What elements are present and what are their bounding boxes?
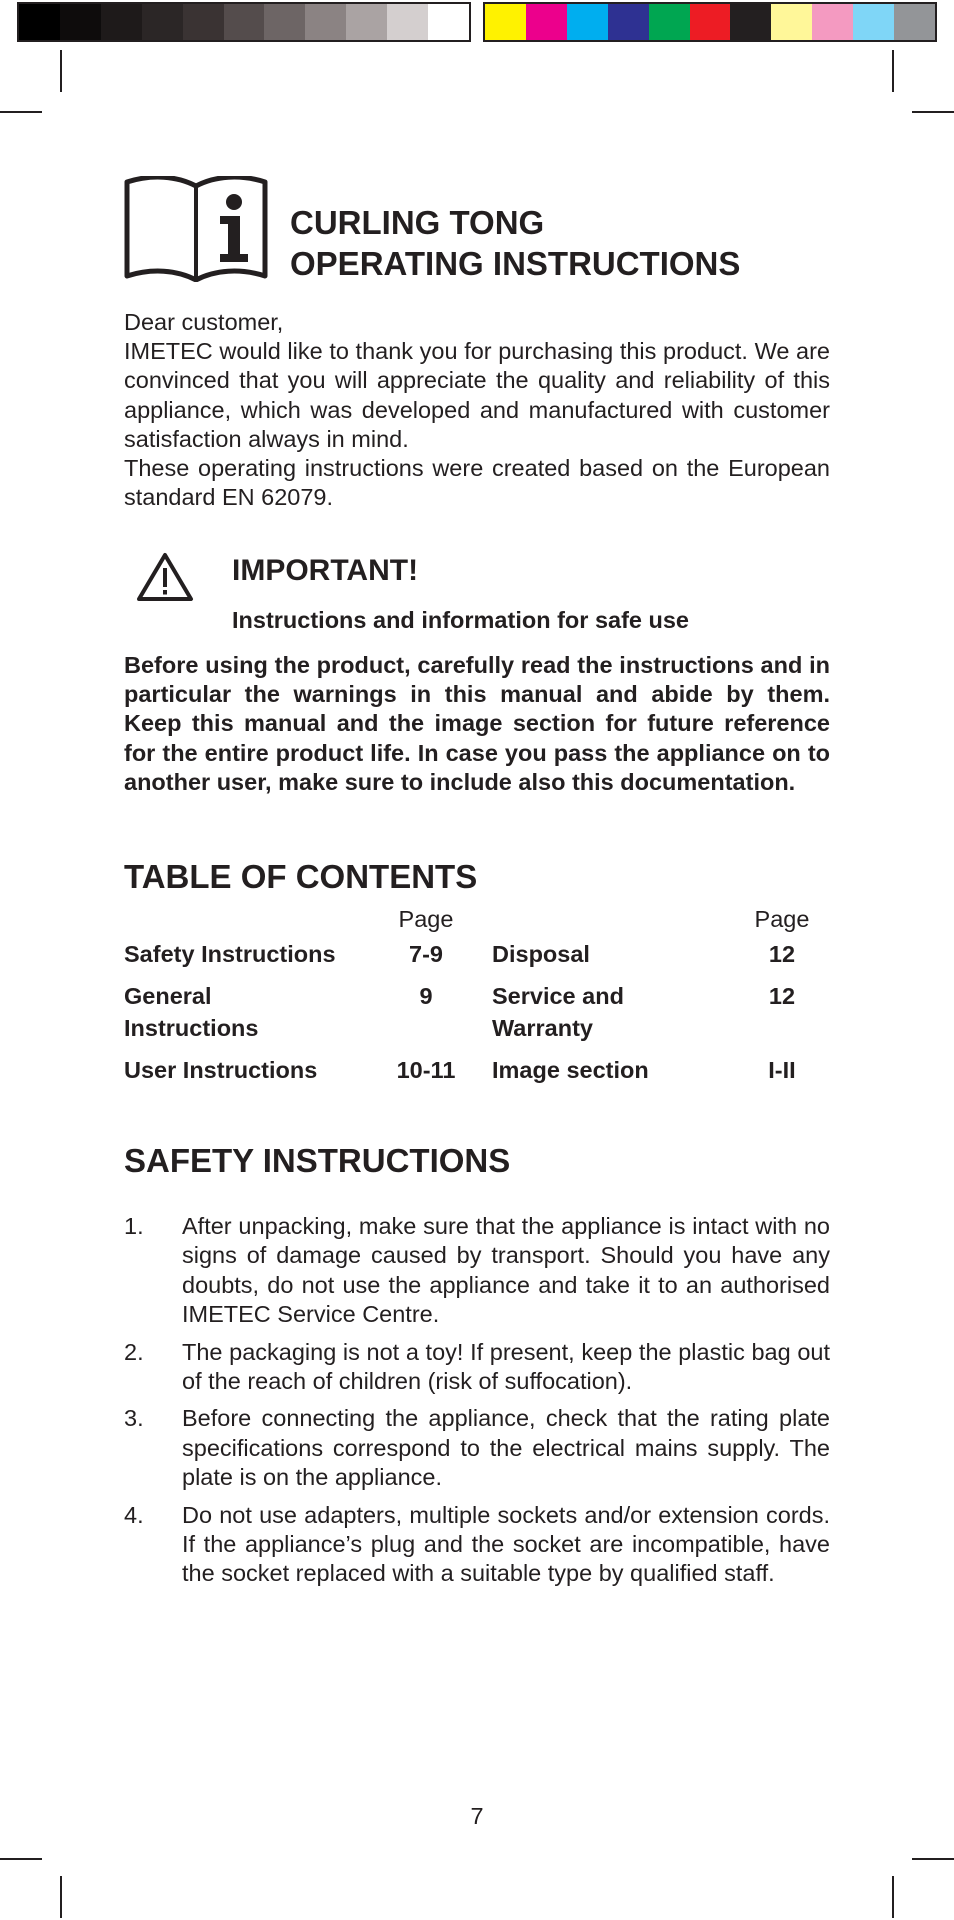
important-subtitle: Instructions and information for safe use — [232, 607, 689, 633]
list-number: 4. — [124, 1501, 144, 1528]
list-text: After unpacking, make sure that the appliance is intact with no signs of damage caused by transport. Should you have any doubts, do not use the appliance and take it to an authorised IMETEC Service Centre. — [182, 1213, 830, 1328]
manual-info-icon — [122, 176, 270, 282]
toc-entry: General Instructions — [124, 983, 259, 1041]
intro-paragraph: These operating instructions were created based on the European standard EN 62079. — [124, 455, 830, 511]
color-swatch — [771, 4, 812, 40]
safety-title: SAFETY INSTRUCTIONS — [124, 1142, 511, 1179]
intro-section — [124, 308, 830, 512]
list-item — [124, 1338, 830, 1397]
page-number: 7 — [470, 1803, 484, 1829]
color-swatch — [264, 4, 305, 40]
toc-page: I-II — [768, 1057, 796, 1083]
warning-text: Before using the product, carefully read the instructions and in particular the warnings in this manual and abide by them. Keep this manual and the image section for future reference for the entire product life. In case you pass the appliance on to another user, make sure to include also this documentation. — [124, 652, 830, 795]
list-text: Before connecting the appliance, check that the rating plate specifications correspond to the electrical mains supply. The plate is on the appliance. — [182, 1405, 830, 1491]
color-swatch — [567, 4, 608, 40]
color-swatch — [526, 4, 567, 40]
color-swatch — [730, 4, 771, 40]
toc-header-row — [124, 904, 830, 938]
toc-entry: Service and Warranty — [492, 983, 624, 1041]
toc-entry: Safety Instructions — [124, 941, 336, 967]
toc-row — [124, 980, 830, 1054]
toc-entry: User Instructions — [124, 1057, 318, 1083]
page-title — [290, 202, 740, 284]
list-number: 1. — [124, 1213, 144, 1239]
color-swatch — [142, 4, 183, 40]
color-swatch — [428, 4, 469, 40]
color-swatch — [60, 4, 101, 40]
color-swatch — [224, 4, 265, 40]
toc-page-header: Page — [754, 906, 810, 932]
crop-mark — [60, 50, 62, 92]
color-swatch — [101, 4, 142, 40]
list-item — [124, 1212, 830, 1330]
color-swatch — [183, 4, 224, 40]
crop-mark — [60, 1876, 62, 1918]
grayscale-calibration-bar — [17, 2, 471, 42]
color-swatch — [608, 4, 649, 40]
crop-mark — [912, 1858, 954, 1860]
color-swatch — [485, 4, 526, 40]
crop-mark — [892, 1876, 894, 1918]
color-swatch — [853, 4, 894, 40]
list-number: 2. — [124, 1338, 144, 1365]
list-text: Do not use adapters, multiple sockets and/or extension cords. If the appliance’s plug and the socket are incompatible, have the socket replaced with a suitable type by qualified staff. — [182, 1501, 830, 1587]
title-line-2: OPERATING INSTRUCTIONS — [290, 245, 741, 282]
toc-page: 9 — [419, 983, 433, 1009]
important-heading: IMPORTANT! — [232, 554, 419, 587]
list-number: 3. — [124, 1405, 144, 1432]
toc-page: 7-9 — [409, 941, 443, 967]
crop-mark — [912, 111, 954, 113]
safety-list — [124, 1212, 830, 1597]
color-swatch — [387, 4, 428, 40]
color-swatch — [894, 4, 935, 40]
table-of-contents — [124, 904, 830, 1096]
crop-mark — [0, 1858, 42, 1860]
greeting: Dear customer, — [124, 309, 284, 335]
toc-row — [124, 938, 830, 980]
color-calibration-bar — [483, 2, 937, 42]
toc-page: 12 — [768, 983, 796, 1009]
crop-mark — [892, 50, 894, 92]
title-line-1: CURLING TONG — [290, 204, 545, 241]
toc-page: 10-11 — [396, 1057, 456, 1083]
color-swatch — [346, 4, 387, 40]
color-swatch — [812, 4, 853, 40]
list-text: The packaging is not a toy! If present, keep the plastic bag out of the reach of children (risk of suffocation). — [182, 1338, 830, 1395]
intro-paragraph: IMETEC would like to thank you for purchasing this product. We are convinced that you will appreciate the quality and reliability of this appliance, which was developed and manufactured with customer satisfaction always in mind. — [124, 338, 830, 452]
toc-page: 12 — [768, 941, 796, 967]
color-swatch — [305, 4, 346, 40]
color-swatch — [649, 4, 690, 40]
crop-mark — [0, 111, 42, 113]
toc-entry: Disposal — [492, 941, 590, 967]
toc-entry: Image section — [492, 1057, 649, 1083]
color-swatch — [690, 4, 731, 40]
warning-triangle-icon — [136, 551, 194, 603]
toc-page-header: Page — [398, 906, 454, 932]
list-item — [124, 1404, 830, 1492]
color-swatch — [19, 4, 60, 40]
toc-title: TABLE OF CONTENTS — [124, 858, 478, 895]
list-item — [124, 1501, 830, 1589]
toc-row — [124, 1054, 830, 1096]
